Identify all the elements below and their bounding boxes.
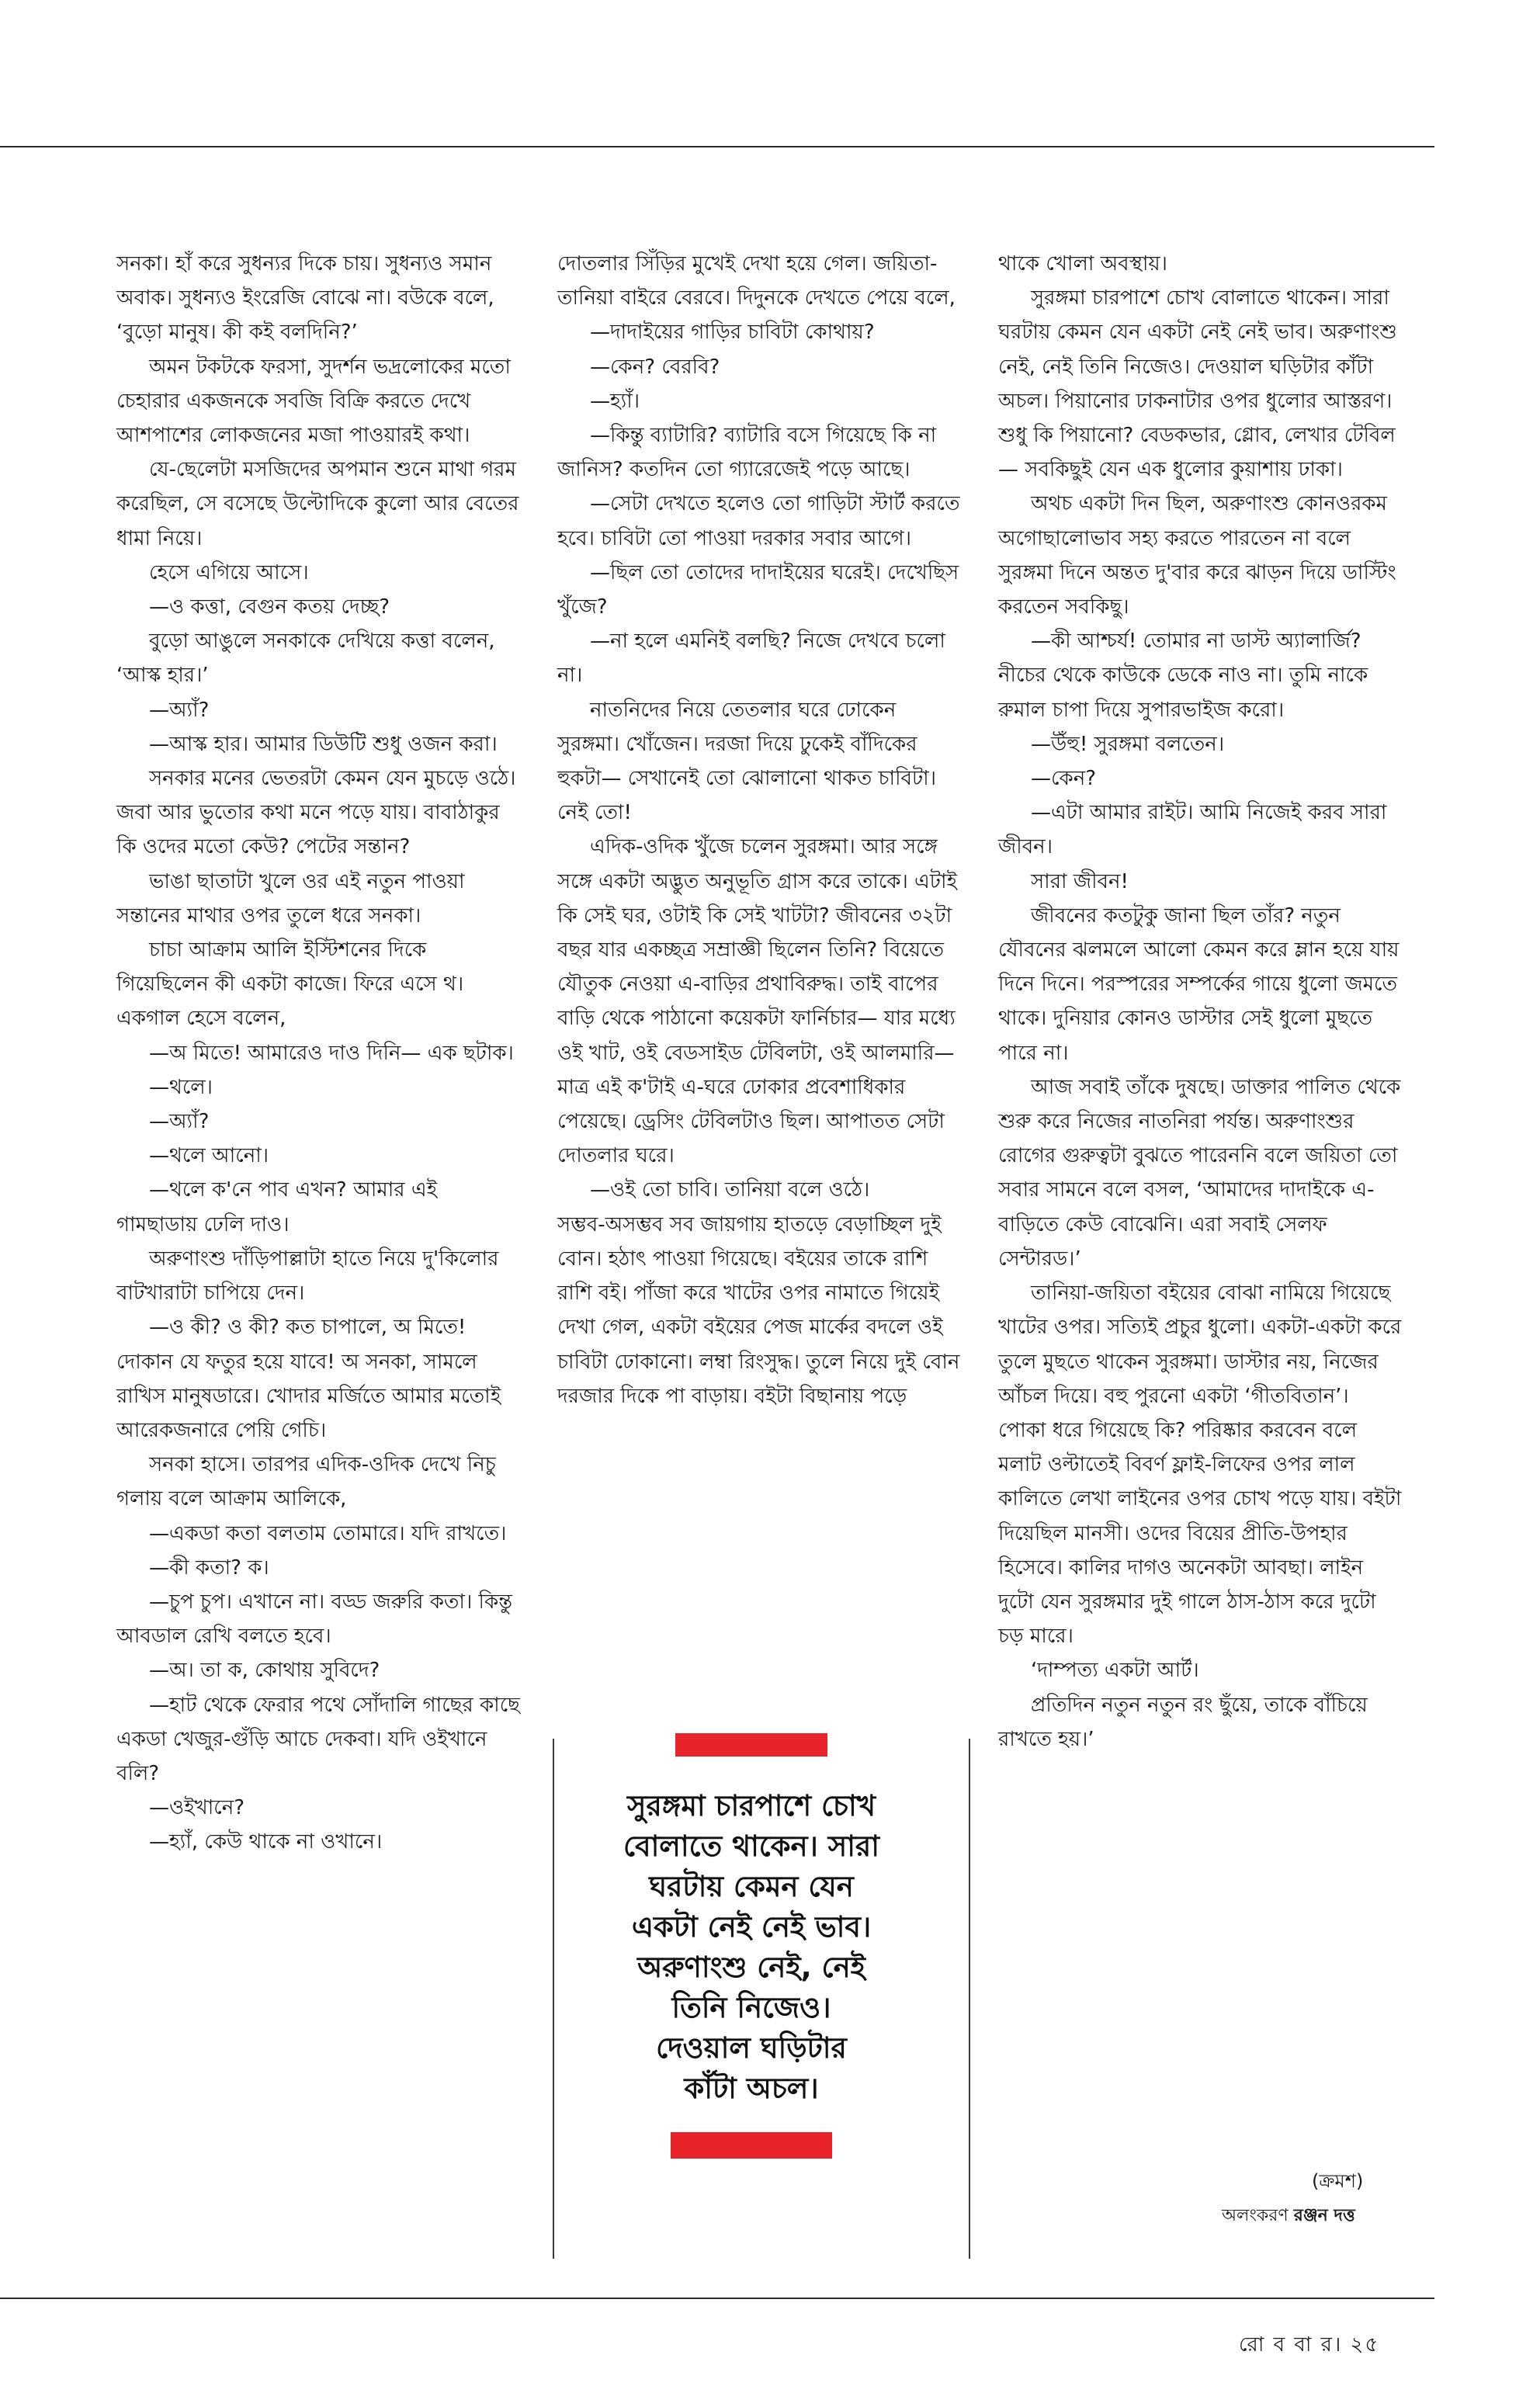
pull-quote-line: বোলাতে থাকেন। সারা	[623, 1829, 880, 1863]
paragraph: —একডা কতা বলতাম তোমারে। যদি রাখতে।	[149, 1521, 507, 1545]
paragraph: —আস্ক হার। আমার ডিউটি শুধু ওজন করা।	[149, 732, 498, 756]
paragraph: আজ সবাই তাঁকে দুষছে। ডাক্তার পালিত থেকে শুরু করে নিজের নাতনিরা পর্যন্ত। অরুণাংশুর রোগের গুরুত্বটা বুঝতে পারেননি বলে জয়িতা তো সবার সামনে বলে বসল, ‘আমাদের দাদাইকে এ-বাড়িতে কেউ বোঝেনি। এরা সবাই সেলফ সেন্টারড।’	[998, 1075, 1401, 1271]
paragraph: প্রতিদিন নতুন নতুন রং ছুঁয়ে, তাকে বাঁচিয়ে রাখতে হয়।’	[998, 1693, 1368, 1751]
pull-quote-text	[560, 1786, 942, 2109]
continued-label: (ক্রমশ)	[1312, 2170, 1364, 2192]
paragraph: সুরঙ্গমা চারপাশে চোখ বোলাতে থাকেন। সারা ঘরটায় কেমন যেন একটা নেই নেই ভাব। অরুণাংশু নেই, নেই তিনি নিজেও। দেওয়াল ঘড়িটার কাঁটা অচল। পিয়ানোর ঢাকনাটার ওপর ধুলোর আস্তরণ। শুধু কি পিয়ানো? বেডকভার, গ্লোব, লেখার টেবিল— সবকিছুই যেন এক ধুলোর কুয়াশায় ঢাকা।	[998, 286, 1397, 482]
paragraph: সনকা। হাঁ করে সুধন্যর দিকে চায়। সুধন্যও সমান অবাক। সুধন্যও ইংরেজি বোঝে না। বউকে বলে, ‘বুড়ো মানুষ। কী কই বলদিনি?’	[116, 252, 494, 345]
paragraph: —থলে ক'নে পাব এখন? আমার এই গামছাডায় ঢেলি দাও।	[116, 1178, 438, 1236]
paragraph: জীবনের কতটুকু জানা ছিল তাঁর? নতুন যৌবনের ঝলমলে আলো কেমন করে ম্লান হয়ে যায় দিনে দিনে। পরস্পরের সম্পর্কের গায়ে ধুলো জমতে থাকে। দুনিয়ার কোনও ডাস্টার সেই ধুলো মুছতে পারে না।	[998, 903, 1400, 1065]
bottom-rule	[0, 2298, 1434, 2299]
paragraph: ‘দাম্পত্য একটা আর্ট।	[1031, 1659, 1199, 1683]
article-column-3	[998, 247, 1402, 1757]
paragraph: —না হলে এমনিই বলছি? নিজে দেখবে চলো না।	[557, 629, 945, 688]
paragraph: —ও কত্তা, বেগুন কতয় দেচ্ছ?	[149, 595, 390, 619]
paragraph: —হ্যাঁ, কেউ থাকে না ওখানে।	[149, 1830, 383, 1854]
pullquote-right-rule	[969, 1739, 970, 2259]
pull-quote-line: দেওয়াল ঘড়িটার	[656, 2031, 847, 2065]
paragraph: —অ মিতে! আমারেও দাও দিনি— এক ছটাক।	[149, 1041, 514, 1065]
paragraph: —থলে আনো।	[149, 1144, 269, 1168]
pull-quote-line: তিনি নিজেও।	[671, 1991, 831, 2024]
pull-quote-line: ঘরটায় কেমন যেন	[649, 1870, 854, 1903]
paragraph: —কী আশ্চর্য! তোমার না ডাস্ট অ্যালার্জি? নীচের থেকে কাউকে ডেকে নাও না। তুমি নাকে রুমাল চাপা দিয়ে সুপারভাইজ করো।	[998, 629, 1368, 722]
paragraph: —অ্যাঁ?	[149, 698, 210, 722]
paragraph: —অ্যাঁ?	[149, 1110, 210, 1134]
paragraph: —থলে।	[149, 1075, 213, 1099]
paragraph: ভাঙা ছাতাটা খুলে ওর এই নতুন পাওয়া সন্তানের মাথার ওপর তুলে ধরে সনকা।	[116, 869, 465, 928]
paragraph: এদিক-ওদিক খুঁজে চলেন সুরঙ্গমা। আর সঙ্গে সঙ্গে একটা অদ্ভুত অনুভূতি গ্রাস করে তাকে। এটাই কি সেই ঘর, ওটাই কি সেই খাটটা? জীবনের ৩২টা বছর যার একচ্ছত্র সম্রাজ্ঞী ছিলেন তিনি? বিয়েতে যৌতুক নেওয়া এ-বাড়ির প্রথাবিরুদ্ধ। তাই বাপের বাড়ি থেকে পাঠানো কয়েকটা ফার্নিচার— যার মধ্যে ওই খাট, ওই বেডসাইড টেবিলটা, ওই আলমারি— মাত্র এই ক'টাই এ-ঘরে ঢোকার প্রবেশাধিকার পেয়েছে। ড্রেসিং টেবিলটাও ছিল। আপাতত সেটা দোতলার ঘরে।	[557, 835, 958, 1168]
credit-name: রঞ্জন দত্ত	[1293, 2206, 1355, 2225]
pull-quote-line: একটা নেই নেই ভাব।	[631, 1910, 872, 1944]
credit-label: অলংকরণ	[1222, 2206, 1289, 2225]
paragraph: —অ। তা ক, কোথায় সুবিদে?	[149, 1659, 380, 1683]
pullquote-top-bar	[675, 1733, 827, 1757]
page-footer: রো ব বা র। ২৫	[1239, 2333, 1380, 2357]
paragraph: চাচা আক্রাম আলি ইস্টিশনের দিকে গিয়েছিলেন কী একটা কাজে। ফিরে এসে থ। একগাল হেসে বলেন,	[116, 938, 464, 1031]
pullquote-left-rule	[553, 1739, 554, 2259]
paragraph: —কিন্তু ব্যাটারি? ব্যাটারি বসে গিয়েছে কি না জানিস? কতদিন তো গ্যারেজেই পড়ে আছে।	[557, 424, 937, 482]
paragraph: দোতলার সিঁড়ির মুখেই দেখা হয়ে গেল। জয়িতা-তানিয়া বাইরে বেরবে। দিদুনকে দেখতে পেয়ে বলে,	[557, 252, 956, 310]
article-column-2	[557, 247, 961, 1413]
top-rule	[0, 146, 1434, 147]
paragraph: সনকার মনের ভেতরটা কেমন যেন মুচড়ে ওঠে। জবা আর ভুতোর কথা মনে পড়ে যায়। বাবাঠাকুর কি ওদের মতো কেউ? পেটের সন্তান?	[116, 767, 516, 859]
pull-quote	[560, 1733, 942, 2246]
pull-quote-line: কাঁটা অচল।	[684, 2072, 819, 2105]
paragraph: —কী কতা? ক।	[149, 1555, 269, 1580]
paragraph: —ও কী? ও কী? কত চাপালে, অ মিতে! দোকান যে ফতুর হয়ে যাবে! অ সনকা, সামলে রাখিস মানুষডারে। খোদার মর্জিতে আমার মতোই আরেকজনারে পেয়ি গেচি।	[116, 1316, 501, 1442]
pullquote-bottom-bar	[671, 2132, 832, 2159]
pull-quote-line: সুরঙ্গমা চারপাশে চোখ	[626, 1789, 876, 1822]
paragraph: অমন টকটকে ফরসা, সুদর্শন ভদ্রলোকের মতো চেহারার একজনকে সবজি বিক্রি করতে দেখে আশপাশের লোকজনের মজা পাওয়ারই কথা।	[116, 355, 511, 448]
paragraph: বুড়ো আঙুলে সনকাকে দেখিয়ে কত্তা বলেন, ‘আস্ক হার।’	[116, 629, 495, 688]
paragraph: হেসে এগিয়ে আসে।	[149, 560, 309, 584]
paragraph: —হাট থেকে ফেরার পথে সোঁদালি গাছের কাছে একডা খেজুর-গুঁড়ি আচে দেকবা। যদি ওইখানে বলি?	[116, 1693, 520, 1785]
paragraph: অরুণাংশু দাঁড়িপাল্লাটা হাতে নিয়ে দু'কিলোর বাটখারাটা চাপিয়ে দেন।	[116, 1247, 499, 1306]
paragraph: —সেটা দেখতে হলেও তো গাড়িটা স্টার্ট করতে হবে। চাবিটা তো পাওয়া দরকার সবার আগে।	[557, 492, 960, 550]
paragraph: নাতনিদের নিয়ে তেতলার ঘরে ঢোকেন সুরঙ্গমা। খোঁজেন। দরজা দিয়ে ঢুকেই বাঁদিকের হুকটা— সেখানেই তো ঝোলানো থাকত চাবিটা। নেই তো!	[557, 698, 936, 825]
paragraph: —ছিল তো তোদের দাদাইয়ের ঘরেই। দেখেছিস খুঁজে?	[557, 560, 959, 619]
paragraph: —উঁহু! সুরঙ্গমা বলতেন।	[1031, 732, 1225, 756]
pull-quote-line: অরুণাংশু নেই, নেই	[637, 1951, 865, 1984]
paragraph: —ওইখানে?	[149, 1796, 245, 1820]
paragraph: সারা জীবন!	[1031, 869, 1129, 893]
paragraph: —এটা আমার রাইট। আমি নিজেই করব সারা জীবন।	[998, 801, 1387, 859]
paragraph: —কেন? বেরবি?	[590, 355, 720, 379]
paragraph: —চুপ চুপ। এখানে না। বড্ড জরুরি কতা। কিন্তু আবডাল রেখি বলতে হবে।	[116, 1590, 513, 1649]
paragraph: সনকা হাসে। তারপর এদিক-ওদিক দেখে নিচু গলায় বলে আক্রাম আলিকে,	[116, 1453, 496, 1511]
paragraph: —দাদাইয়ের গাড়ির চাবিটা কোথায়?	[590, 321, 875, 345]
paragraph: থাকে খোলা অবস্থায়।	[998, 252, 1167, 276]
article-column-1	[116, 247, 520, 1860]
paragraph: —ওই তো চাবি। তানিয়া বলে ওঠে।	[590, 1178, 870, 1202]
paragraph: সম্ভব-অসম্ভব সব জায়গায় হাতড়ে বেড়াচ্ছিল দুই বোন। হঠাৎ পাওয়া গিয়েছে। বইয়ের তাকে রাশি রাশি বই। পাঁজা করে খাটের ওপর নামাতে গিয়েই দেখা গেল, একটা বইয়ের পেজ মার্কের বদলে ওই চাবিটা ঢোকানো। লম্বা রিংসুদ্ধ। তুলে নিয়ে দুই বোন দরজার দিকে পা বাড়ায়। বইটা বিছানায় পড়ে	[557, 1212, 960, 1408]
paragraph: —কেন?	[1031, 767, 1097, 791]
paragraph: অথচ একটা দিন ছিল, অরুণাংশু কোনওরকম অগোছালোভাব সহ্য করতে পারতেন না বলে সুরঙ্গমা দিনে অন্তত দু'বার করে ঝাড়ন দিয়ে ডাস্টিং করতেন সবকিছু।	[998, 492, 1396, 619]
illustration-credit	[1222, 2202, 1355, 2231]
paragraph: যে-ছেলেটা মসজিদের অপমান শুনে মাথা গরম করেছিল, সে বসেছে উল্টোদিকে কুলো আর বেতের ধামা নিয়ে।	[116, 458, 519, 550]
paragraph: —হ্যাঁ।	[590, 389, 640, 413]
paragraph: তানিয়া-জয়িতা বইয়ের বোঝা নামিয়ে গিয়েছে খাটের ওপর। সত্যিই প্রচুর ধুলো। একটা-একটা করে তুলে মুছতে থাকেন সুরঙ্গমা। ডাস্টার নয়, নিজের আঁচল দিয়ে। বহু পুরনো একটা ‘গীতবিতান’। পোকা ধরে গিয়েছে কি? পরিষ্কার করবেন বলে মলাট ওল্টাতেই বিবর্ণ ফ্লাই-লিফের ওপর লাল কালিতে লেখা লাইনের ওপর চোখ পড়ে যায়। বইটা দিয়েছিল মানসী। ওদের বিয়ের প্রীতি-উপহার হিসেবে। কালির দাগও অনেকটা আবছা। লাইন দুটো যেন সুরঙ্গমার দুই গালে ঠাস-ঠাস করে দুটো চড় মারে।	[998, 1281, 1402, 1649]
